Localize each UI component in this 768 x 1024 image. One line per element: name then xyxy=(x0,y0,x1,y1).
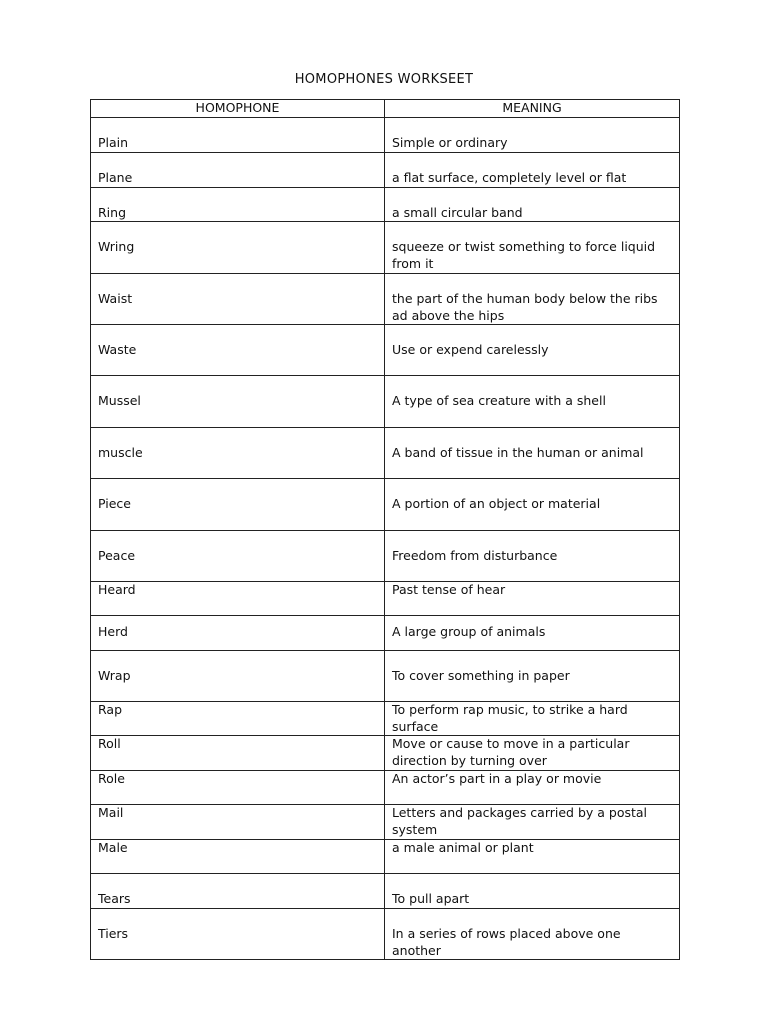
table-header-row xyxy=(91,100,680,118)
table-row xyxy=(91,274,680,325)
header-homophone: HOMOPHONE xyxy=(91,100,385,118)
homophone-cell: Peace xyxy=(91,531,385,582)
meaning-cell: Move or cause to move in a particular direction by turning over xyxy=(385,736,680,771)
homophone-cell: Tears xyxy=(91,874,385,909)
table-row xyxy=(91,702,680,736)
meaning-cell: a small circular band xyxy=(385,187,680,222)
table-row xyxy=(91,187,680,222)
meaning-cell: Past tense of hear xyxy=(385,582,680,616)
table-row xyxy=(91,582,680,616)
table-row xyxy=(91,909,680,960)
homophone-cell: Mail xyxy=(91,805,385,840)
homophone-cell: Mussel xyxy=(91,376,385,428)
table-row xyxy=(91,152,680,187)
homophone-cell: Waist xyxy=(91,274,385,325)
table-row xyxy=(91,118,680,153)
homophone-cell: muscle xyxy=(91,428,385,479)
meaning-cell: a flat surface, completely level or flat xyxy=(385,152,680,187)
table-row xyxy=(91,616,680,651)
homophone-cell: Wrap xyxy=(91,651,385,702)
meaning-cell: A type of sea creature with a shell xyxy=(385,376,680,428)
worksheet-title: HOMOPHONES WORKSEET xyxy=(294,72,474,87)
table-row xyxy=(91,479,680,531)
homophone-cell: Tiers xyxy=(91,909,385,960)
table-row xyxy=(91,325,680,376)
table-row xyxy=(91,428,680,479)
table-row xyxy=(91,651,680,702)
table-row xyxy=(91,874,680,909)
table-row xyxy=(91,840,680,874)
meaning-cell: a male animal or plant xyxy=(385,840,680,874)
meaning-cell: squeeze or twist something to force liquid from it xyxy=(385,222,680,274)
table-row xyxy=(91,736,680,771)
meaning-cell: To perform rap music, to strike a hard surface xyxy=(385,702,680,736)
homophone-cell: Heard xyxy=(91,582,385,616)
homophone-cell: Roll xyxy=(91,736,385,771)
homophone-cell: Piece xyxy=(91,479,385,531)
homophones-table xyxy=(90,99,680,960)
homophone-cell: Plane xyxy=(91,152,385,187)
header-meaning: MEANING xyxy=(385,100,680,118)
meaning-cell: Letters and packages carried by a postal system xyxy=(385,805,680,840)
table-row xyxy=(91,805,680,840)
table-row xyxy=(91,531,680,582)
meaning-cell: A large group of animals xyxy=(385,616,680,651)
table-row xyxy=(91,771,680,805)
homophone-cell: Role xyxy=(91,771,385,805)
meaning-cell: A portion of an object or material xyxy=(385,479,680,531)
table-row xyxy=(91,222,680,274)
meaning-cell: Freedom from disturbance xyxy=(385,531,680,582)
table-row xyxy=(91,376,680,428)
homophone-cell: Waste xyxy=(91,325,385,376)
homophone-cell: Rap xyxy=(91,702,385,736)
homophone-cell: Male xyxy=(91,840,385,874)
meaning-cell: Use or expend carelessly xyxy=(385,325,680,376)
homophone-cell: Herd xyxy=(91,616,385,651)
homophone-cell: Wring xyxy=(91,222,385,274)
meaning-cell: Simple or ordinary xyxy=(385,118,680,153)
homophone-cell: Ring xyxy=(91,187,385,222)
meaning-cell: To cover something in paper xyxy=(385,651,680,702)
meaning-cell: An actor’s part in a play or movie xyxy=(385,771,680,805)
meaning-cell: In a series of rows placed above one another xyxy=(385,909,680,960)
meaning-cell: the part of the human body below the ribs ad above the hips xyxy=(385,274,680,325)
meaning-cell: To pull apart xyxy=(385,874,680,909)
meaning-cell: A band of tissue in the human or animal xyxy=(385,428,680,479)
table-body xyxy=(91,118,680,960)
homophone-cell: Plain xyxy=(91,118,385,153)
